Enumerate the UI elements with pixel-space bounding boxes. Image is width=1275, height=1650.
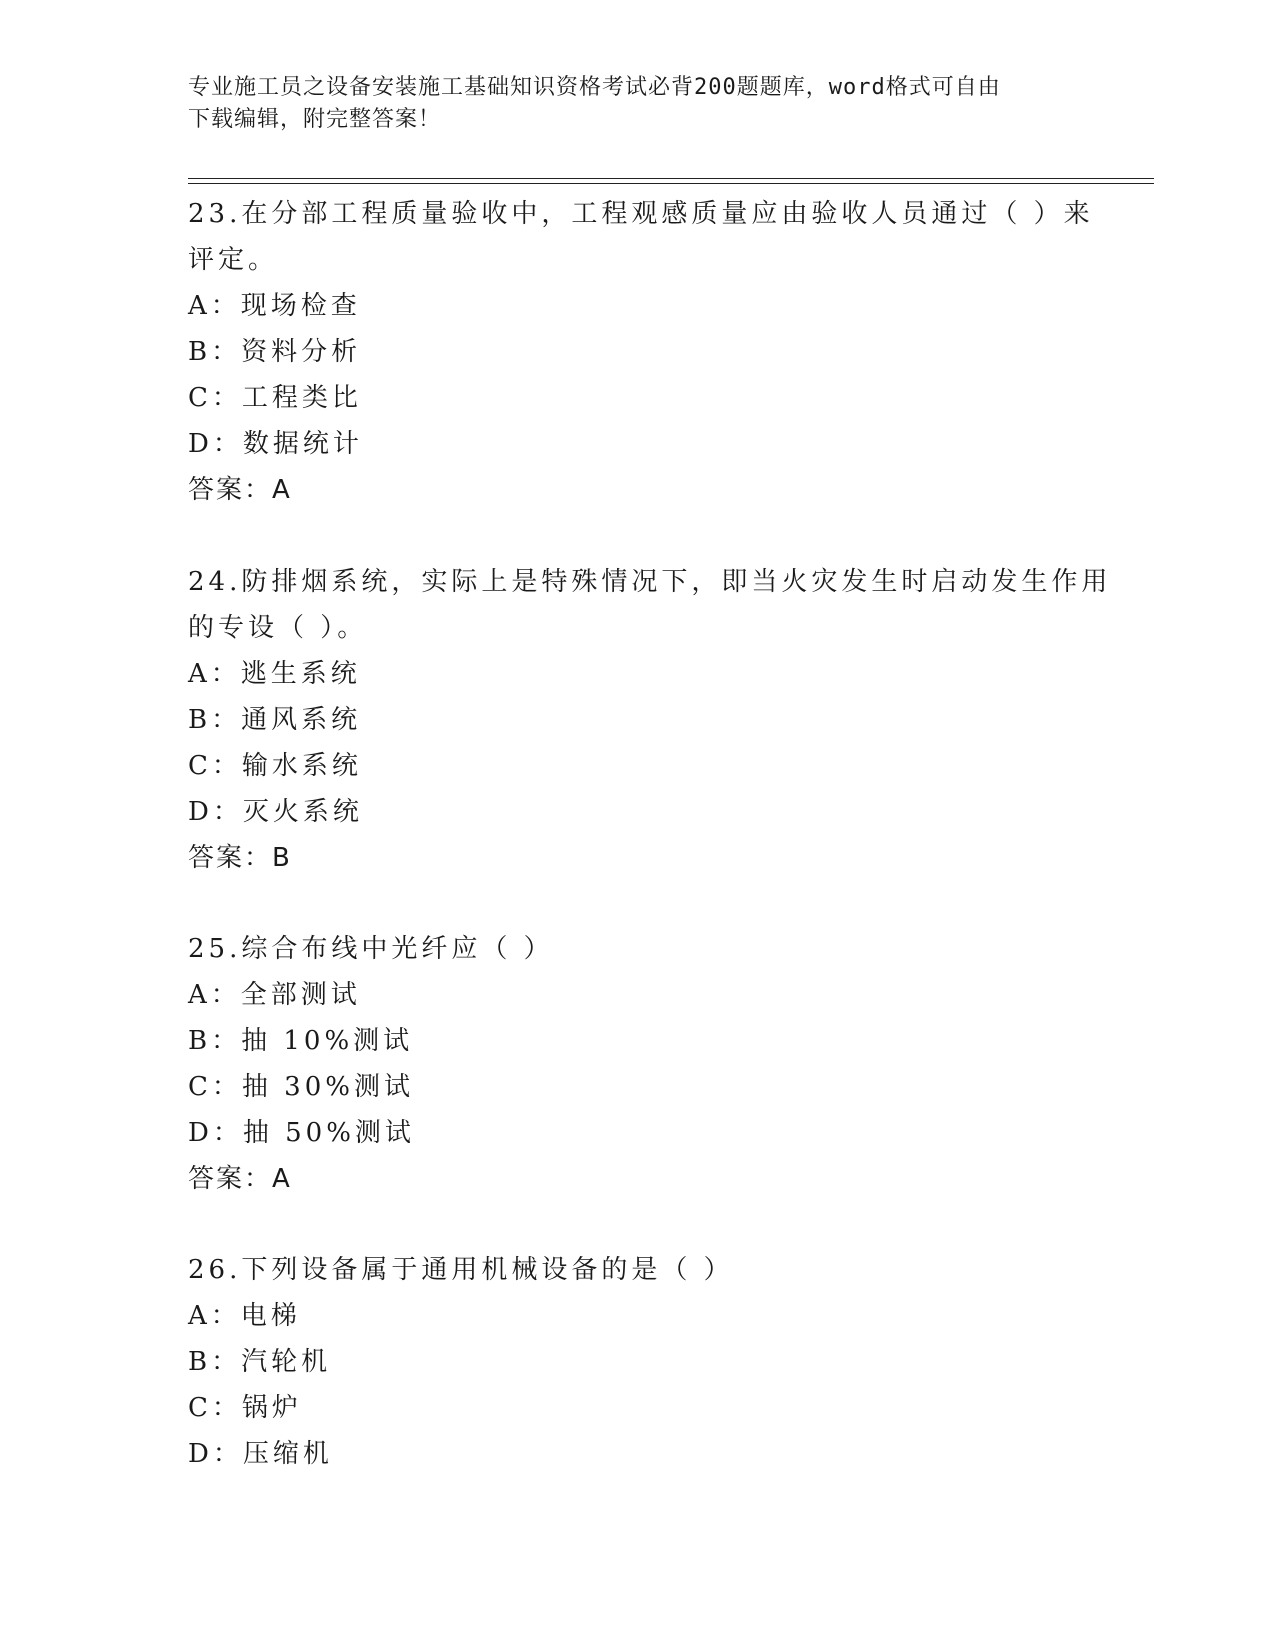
option-a: A：现场检查 <box>188 291 361 321</box>
question-stem: 24.防排烟系统，实际上是特殊情况下，即当火灾发生时启动发生作用 <box>188 567 1112 597</box>
option-b: B：通风系统 <box>188 705 362 735</box>
option-a: A：全部测试 <box>188 980 361 1010</box>
question-26 <box>188 1247 1088 1477</box>
option-d: D：压缩机 <box>188 1439 333 1469</box>
option-c: C：输水系统 <box>188 751 362 781</box>
document-header <box>188 72 1088 136</box>
option-b: B：资料分析 <box>188 337 362 367</box>
header-divider-bottom <box>188 183 1154 184</box>
option-d: D：灭火系统 <box>188 797 363 827</box>
option-b: B：汽轮机 <box>188 1347 332 1377</box>
option-a: A：电梯 <box>188 1301 301 1331</box>
option-a: A：逃生系统 <box>188 659 361 689</box>
question-25 <box>188 926 1088 1202</box>
option-d: D：抽 50%测试 <box>188 1118 415 1148</box>
question-stem: 25.综合布线中光纤应（ ） <box>188 934 554 964</box>
header-line-2: 下载编辑，附完整答案！ <box>188 107 442 132</box>
option-d: D：数据统计 <box>188 429 363 459</box>
answer: 答案：A <box>188 475 292 505</box>
question-23 <box>188 191 1094 513</box>
option-b: B：抽 10%测试 <box>188 1026 414 1056</box>
option-c: C：工程类比 <box>188 383 362 413</box>
answer: 答案：B <box>188 843 292 873</box>
option-c: C：抽 30%测试 <box>188 1072 414 1102</box>
question-stem: 26.下列设备属于通用机械设备的是（ ） <box>188 1255 734 1285</box>
header-divider-top <box>188 178 1154 179</box>
question-stem: 23.在分部工程质量验收中，工程观感质量应由验收人员通过（ ）来 <box>188 199 1094 229</box>
answer: 答案：A <box>188 1164 292 1194</box>
option-c: C：锅炉 <box>188 1393 302 1423</box>
question-24 <box>188 559 1112 881</box>
question-stem-continued: 评定。 <box>188 245 279 275</box>
question-stem-continued: 的专设（ ）。 <box>188 613 368 643</box>
header-line-1: 专业施工员之设备安装施工基础知识资格考试必背200题题库，word格式可自由 <box>188 75 1001 100</box>
